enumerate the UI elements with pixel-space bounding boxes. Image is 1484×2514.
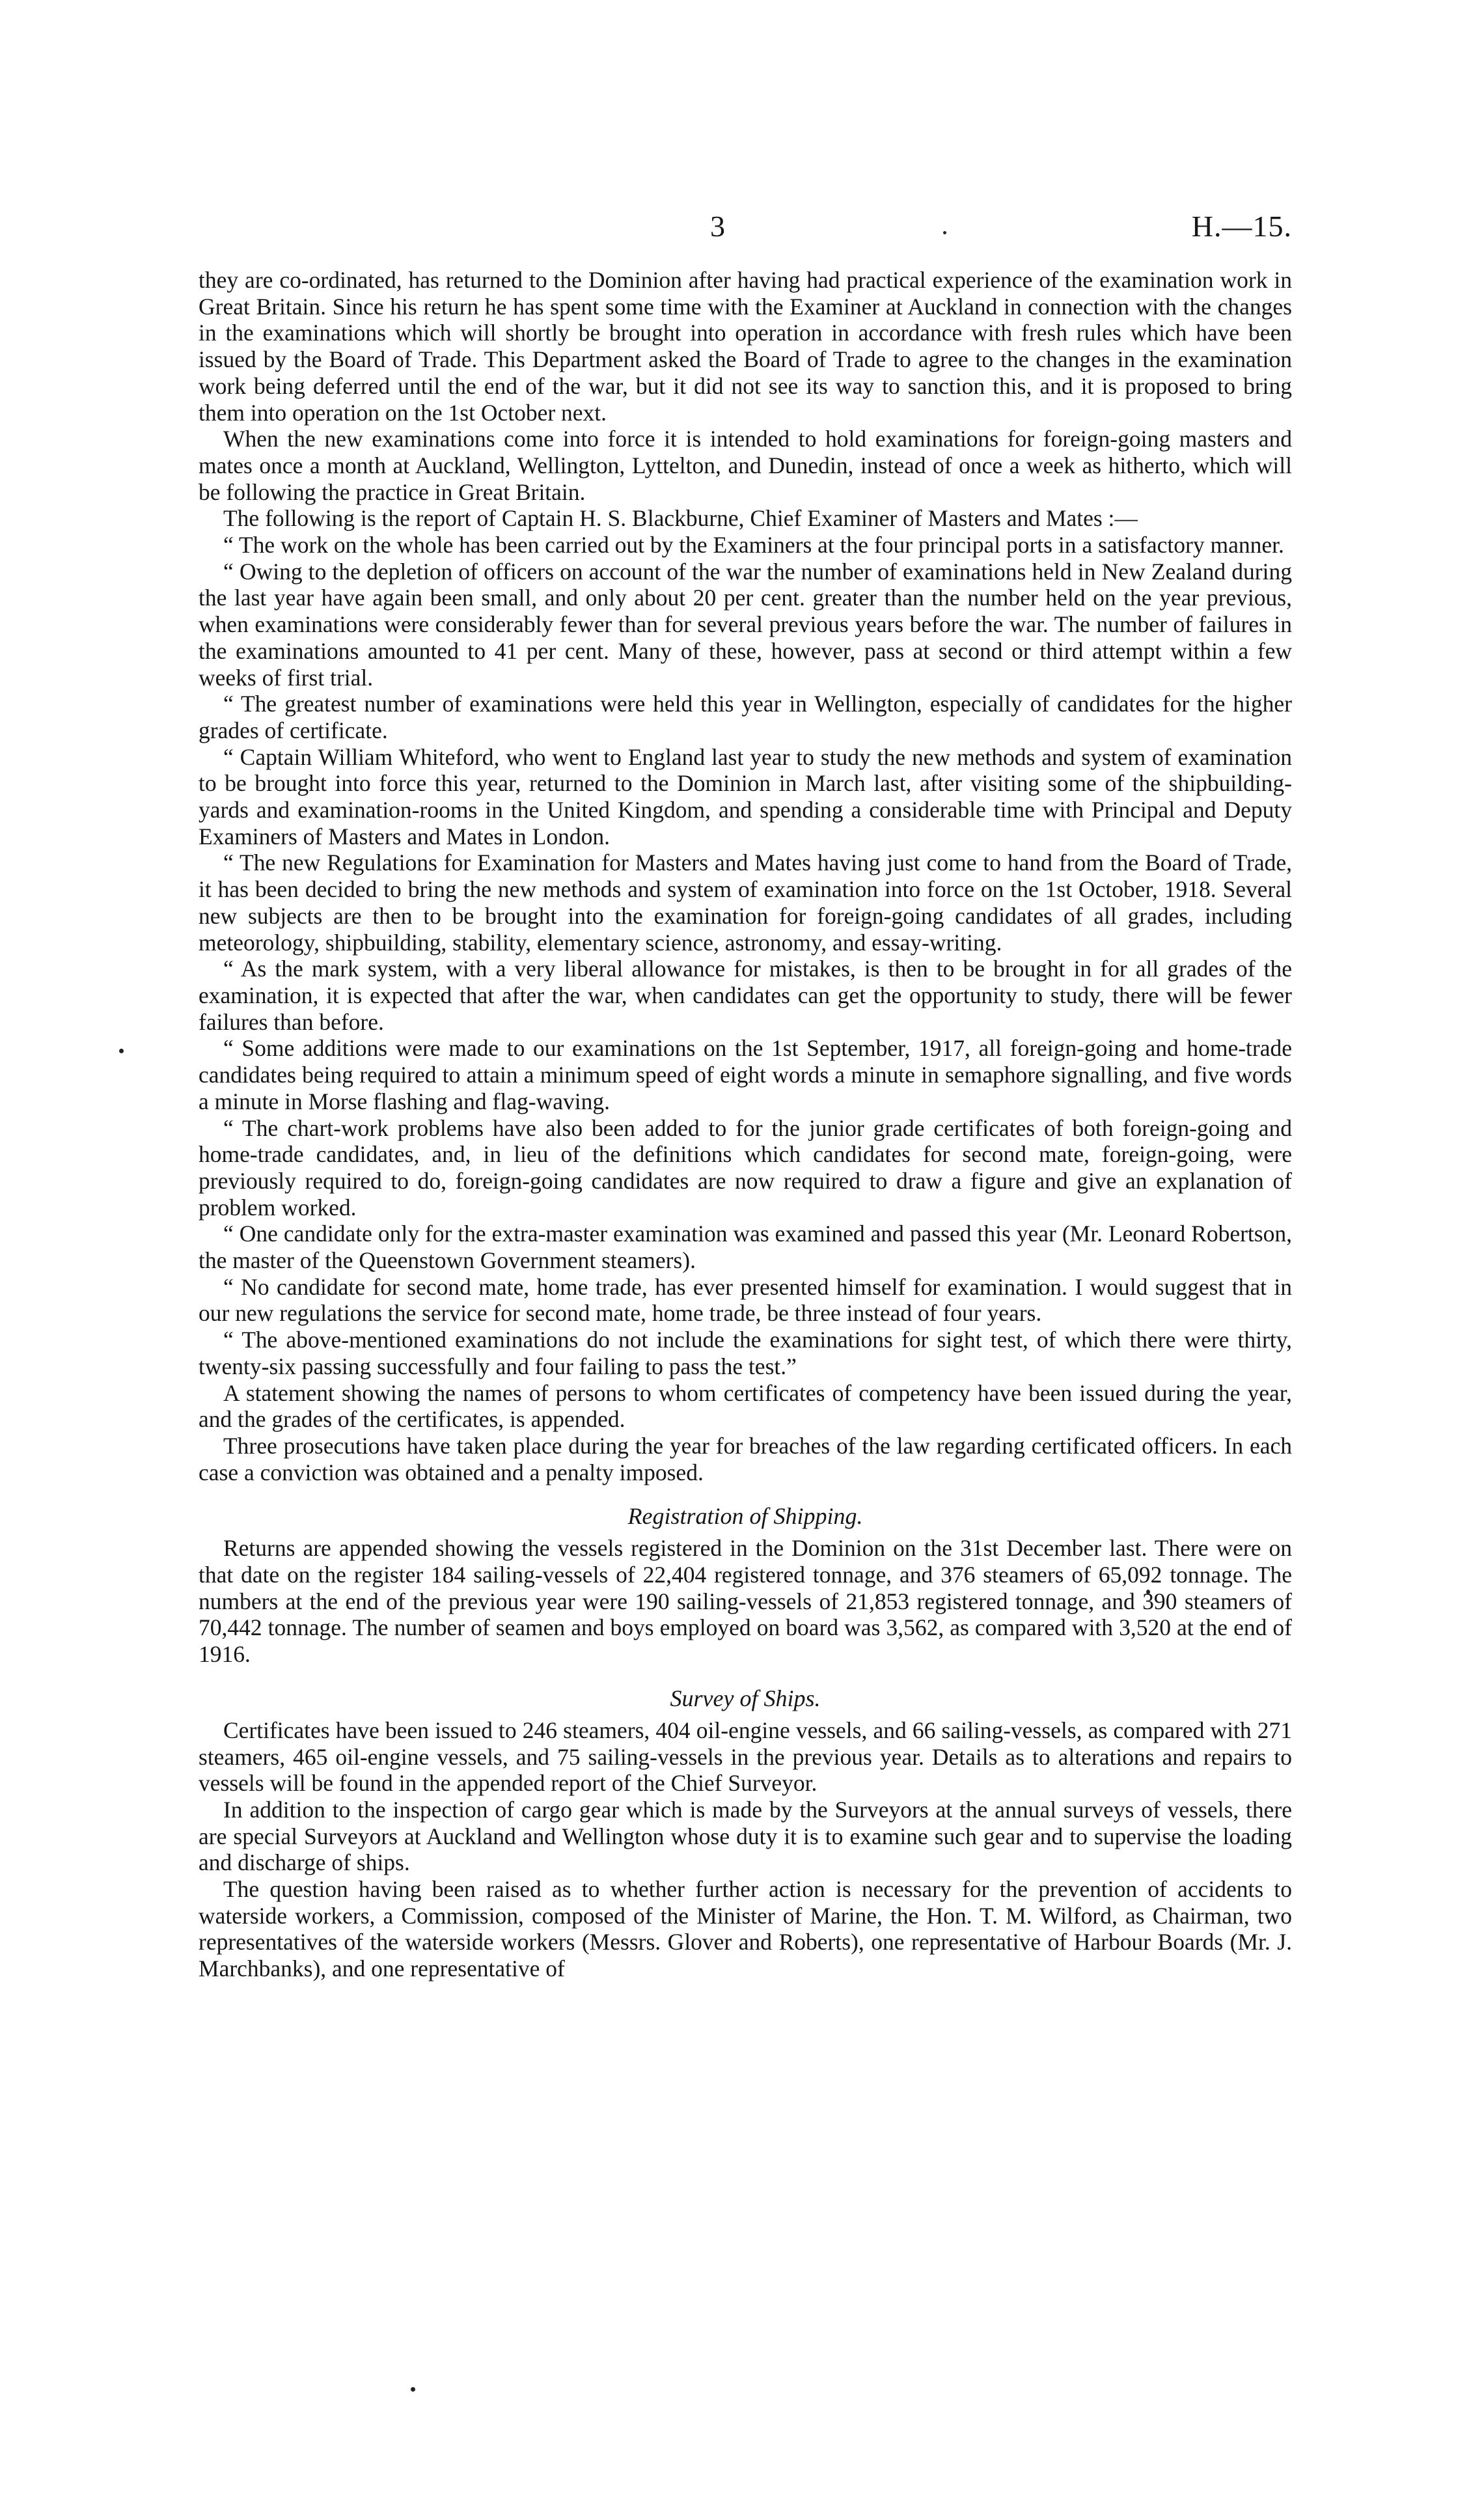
paragraph: In addition to the inspection of cargo gear which is made by the Surveyors at the annual surveys of vessels, there are special Surveyors at Auckland and Wellington whose duty it is to examine such gear and to supervise the loading and discharge of ships.	[199, 1796, 1292, 1876]
section-heading-registration: Registration of Shipping.	[627, 1503, 863, 1530]
paragraph: “ The chart-work problems have also been added to for the junior grade certificates of both foreign-going and home-trade candidates, and, in lieu of the definitions which candidates for second mate, foreign-going, were previously required to do, foreign-going candidates are now required to draw a figure and give an explanation of problem worked.	[199, 1114, 1292, 1221]
paragraph: The question having been raised as to whether further action is necessary for the prevention of accidents to waterside workers, a Commission, composed of the Minister of Marine, the Hon. T. M. Wilford, as Chairman, two representatives of the waterside workers (Messrs. Glover and Roberts), one representative of Harbour Boards (Mr. J. Marchbanks), and one representative of	[199, 1876, 1292, 1982]
scan-speck	[943, 231, 946, 234]
paragraph: “ The new Regulations for Examination for Masters and Mates having just come to hand from the Board of Trade, it has been decided to bring the new methods and system of examination into force on the 1st October, 1918. Several new subjects are then to be brought into the examination for foreign-going candidates of all grades, including meteorology, shipbuilding, stability, elementary science, astronomy, and essay-writing.	[199, 850, 1292, 956]
paragraph: “ No candidate for second mate, home trade, has ever presented himself for examination. I would suggest that in our new regulations the service for second mate, home trade, be three instead of four years.	[199, 1273, 1292, 1327]
paragraph: Three prosecutions have taken place during the year for breaches of the law regarding certificated officers. In each case a conviction was obtained and a penalty imposed.	[199, 1432, 1292, 1485]
page-header	[199, 207, 1292, 253]
scan-speck	[411, 2387, 415, 2392]
document-body	[199, 267, 1292, 1982]
paragraph: “ Captain William Whiteford, who went to England last year to study the new methods and system of examination to be brought into force this year, returned to the Dominion in March last, after visiting some of the shipbuilding-yards and examination-rooms in the United Kingdom, and spending a considerable time with Principal and Deputy Examiners of Masters and Mates in London.	[199, 743, 1292, 850]
paragraph: The following is the report of Captain H. S. Blackburne, Chief Examiner of Masters and Mates :—	[223, 505, 1138, 532]
scan-speck	[119, 1049, 124, 1053]
paragraph: “ As the mark system, with a very liberal allowance for mistakes, is then to be brought in for all grades of the examination, it is expected that after the war, when candidates can get the opportunity to study, there will be fewer failures than before.	[199, 956, 1292, 1035]
paragraph: they are co-ordinated, has returned to the Dominion after having had practical experience of the examination work in Great Britain. Since his return he has spent some time with the Examiner at Auckland in connection with the changes in the examinations which will shortly be brought into operation in accordance with fresh rules which have been issued by the Board of Trade. This Department asked the Board of Trade to agree to the changes in the examination work being deferred until the end of the war, but it did not see its way to sanction this, and it is proposed to bring them into operation on the 1st October next.	[199, 267, 1292, 426]
paragraph: “ The greatest number of examinations were held this year in Wellington, especially of candidates for the higher grades of certificate.	[199, 691, 1292, 743]
page-number: 3	[710, 210, 725, 243]
paragraph: “ The above-mentioned examinations do not include the examinations for sight test, of which there were thirty, twenty-six passing successfully and four failing to pass the test.”	[199, 1327, 1292, 1379]
paragraph: “ One candidate only for the extra-master examination was examined and passed this year (Mr. Leonard Robertson, the master of the Queenstown Government steamers).	[199, 1221, 1292, 1274]
paragraph: When the new examinations come into force it is intended to hold examinations for foreign-going masters and mates once a month at Auckland, Wellington, Lyttelton, and Dunedin, instead of once a week as hitherto, which will be following the practice in Great Britain.	[199, 426, 1292, 505]
paragraph: “ The work on the whole has been carried out by the Examiners at the four principal ports in a satisfactory manner.	[223, 532, 1284, 559]
paragraph: “ Owing to the depletion of officers on account of the war the number of examinations held in New Zealand during the last year have again been small, and only about 20 per cent. greater than the number held on the year previous, when examinations were considerably fewer than for several previous years before the war. The number of failures in the examinations amounted to 41 per cent. Many of these, however, pass at second or third attempt within a few weeks of first trial.	[199, 558, 1292, 691]
paragraph: A statement showing the names of persons to whom certificates of competency have been issued during the year, and the grades of the certificates, is appended.	[199, 1379, 1292, 1433]
paragraph: “ Some additions were made to our examinations on the 1st September, 1917, all foreign-going and home-trade candidates being required to attain a minimum speed of eight words a minute in semaphore signalling, and five words a minute in Morse flashing and flag-waving.	[199, 1035, 1292, 1114]
paragraph: Returns are appended showing the vessels registered in the Dominion on the 31st December last. There were on that date on the register 184 sailing-vessels of 22,404 registered tonnage, and 376 steamers of 65,092 tonnage. The numbers at the end of the previous year were 190 sailing-vessels of 21,853 registered tonnage, and 390 steamers of 70,442 tonnage. The number of seamen and boys employed on board was 3,562, as compared with 3,520 at the end of 1916.	[199, 1535, 1292, 1668]
section-heading-survey: Survey of Ships.	[670, 1685, 821, 1711]
document-reference: H.—15.	[1191, 210, 1292, 243]
paragraph: Certificates have been issued to 246 steamers, 404 oil-engine vessels, and 66 sailing-vessels, as compared with 271 steamers, 465 oil-engine vessels, and 75 sailing-vessels in the previous year. Details as to alterations and repairs to vessels will be found in the appended report of the Chief Surveyor.	[199, 1717, 1292, 1797]
